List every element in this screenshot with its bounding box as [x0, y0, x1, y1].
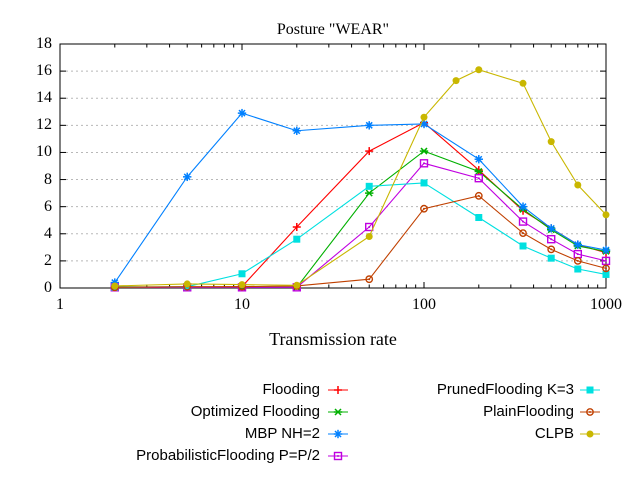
data-point-circle-filled	[184, 280, 191, 287]
data-point-circle-filled	[111, 282, 118, 289]
x-tick-label: 1	[56, 296, 64, 313]
data-point-circle-filled	[293, 282, 300, 289]
data-point-dot	[423, 208, 425, 210]
legend-label-flooding: Flooding	[262, 381, 320, 398]
x-tick-label: 100	[412, 296, 436, 313]
data-point-circle-filled	[574, 181, 581, 188]
legend-label-mbp-nh-2: MBP NH=2	[244, 425, 320, 442]
y-tick-label: 12	[36, 116, 52, 134]
data-point-circle-filled	[520, 80, 527, 87]
data-point-dot	[550, 248, 552, 250]
data-point-circle-filled	[366, 233, 373, 240]
data-point-circle-filled	[453, 77, 460, 84]
y-tick-label: 0	[44, 279, 52, 296]
data-point-square-filled	[239, 270, 246, 277]
legend-label-optimized-flooding: Optimized Flooding	[190, 403, 320, 420]
y-tick-label: 4	[44, 224, 52, 242]
data-point-square-filled	[574, 266, 581, 273]
data-point-circle-filled	[475, 66, 482, 73]
legend-marker-shape	[587, 431, 594, 438]
data-point-dot	[605, 267, 607, 269]
y-tick-label: 2	[44, 251, 52, 269]
y-tick-label: 14	[36, 89, 52, 107]
data-point-dot	[577, 253, 579, 255]
legend-marker-square-filled	[577, 383, 603, 397]
series-line-probabilisticflooding-p-p-2	[115, 163, 606, 287]
y-tick-label: 18	[36, 35, 52, 52]
legend-marker-circle-open	[577, 405, 603, 419]
legend-marker-shape	[587, 387, 594, 394]
data-point-square-filled	[548, 255, 555, 262]
data-point-dot	[478, 195, 480, 197]
data-point-square-filled	[520, 242, 527, 249]
y-tick-label: 10	[36, 143, 52, 161]
x-tick-label: 10	[234, 296, 250, 313]
chart-title: Posture "WEAR"	[276, 21, 390, 38]
data-point-dot	[522, 232, 524, 234]
legend-label-prunedflooding-k-3: PrunedFlooding K=3	[436, 381, 574, 398]
legend-label-probabilisticflooding-p-p-2: ProbabilisticFlooding P=P/2	[136, 447, 320, 464]
legend-marker-circle-filled	[577, 427, 603, 441]
data-point-circle-filled	[421, 114, 428, 121]
legend-label-clpb: CLPB	[534, 425, 574, 442]
data-point-square-filled	[293, 236, 300, 243]
data-point-circle-filled	[603, 211, 610, 218]
y-tick-label: 6	[44, 197, 52, 215]
x-tick-label: 1000	[590, 296, 622, 313]
data-point-dot	[478, 177, 480, 179]
legend-marker-shape	[589, 411, 591, 413]
data-point-dot	[605, 260, 607, 262]
x-axis-label: Transmission rate	[269, 329, 397, 349]
data-point-dot	[368, 226, 370, 228]
data-point-circle-filled	[548, 138, 555, 145]
data-point-square-filled	[421, 179, 428, 186]
data-point-dot	[423, 162, 425, 164]
data-point-dot	[577, 260, 579, 262]
data-point-dot	[550, 238, 552, 240]
y-tick-label: 8	[44, 170, 52, 188]
series-line-optimized-flooding	[115, 151, 606, 287]
data-point-square-filled	[366, 183, 373, 190]
series-line-plainflooding	[115, 196, 606, 288]
series-line-mbp-nh-2	[115, 113, 606, 282]
data-point-square-filled	[475, 214, 482, 221]
legend-marker-square-open	[325, 449, 351, 463]
data-point-dot	[522, 221, 524, 223]
legend-marker-shape	[337, 455, 339, 457]
series-line-prunedflooding-k-3	[115, 183, 606, 287]
legend-label-plainflooding: PlainFlooding	[483, 403, 574, 420]
data-point-dot	[368, 278, 370, 280]
y-tick-label: 16	[36, 62, 52, 80]
data-point-circle-filled	[239, 281, 246, 288]
